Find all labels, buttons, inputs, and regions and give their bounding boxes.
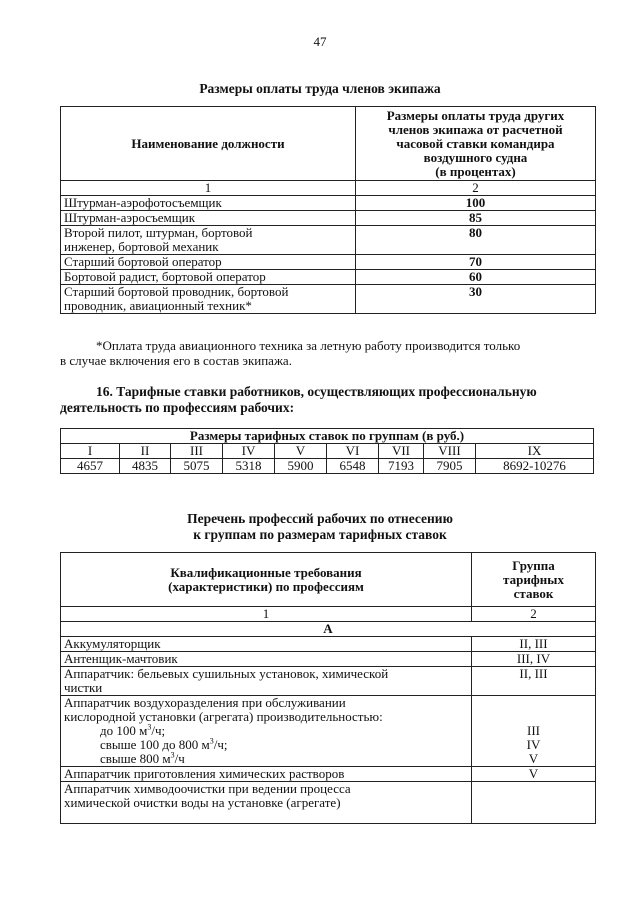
table-row: Аппаратчик: бельевых сушильных установок, химической чистки II, III [61,667,596,696]
tariff-rates-table [60,428,594,474]
tariff-group-header: Группа тарифных ставок [472,553,596,607]
tariff-table-header: Размеры тарифных ставок по группам (в руб.) [61,429,594,444]
table-row: Аппаратчик приготовления химических растворов V [61,767,596,782]
table-row: Старший бортовой оператор 70 [61,255,596,270]
table-row: Аппаратчик химводоочистки при ведении процесса химической очистки воды на установке (агрегате) [61,782,596,824]
rates-row: 4657 4835 5075 5318 5900 6548 7193 7905 8692-10276 [61,459,594,474]
table-row: Аппаратчик воздухоразделения при обслуживании кислородной установки (агрегата) производительностью: до 100 $м^3/ч$; свыше 100 до 800 $м^3/ч$; свыше 800 $м^3/ч$ III IV V [61,696,596,767]
group-numbers-row: I II III IV V VI VII VIII IX [61,444,594,459]
letter-section: А [61,622,596,637]
professions-title: Перечень профессий рабочих по отнесению к группам по размерам тарифных ставок [187,511,453,542]
column-number: 1 [61,181,356,196]
column-number: 1 [61,607,472,622]
table-row: Бортовой радист, бортовой оператор 60 [61,270,596,285]
professions-table [60,552,596,824]
section-16-title: 16. Тарифные ставки работников, осуществляющих профессиональную деятельность по профессиям рабочих: [60,384,537,415]
table-row: Аккумуляторщик II, III [61,637,596,652]
column-number: 2 [356,181,596,196]
footnote: *Оплата труда авиационного техника за летную работу производится только в случае включения его в состав экипажа. [60,338,521,368]
position-header: Наименование должности [61,107,356,181]
page-number: 47 [313,34,327,49]
table-row: Штурман-аэрофотосъемщик 100 [61,196,596,211]
table-row: Антенщик-мачтовик III, IV [61,652,596,667]
table-row: Второй пилот, штурман, бортовой инженер, бортовой механик 80 [61,226,596,255]
crew-pay-table [60,106,596,314]
table-row: Штурман-аэросъемщик 85 [61,211,596,226]
requirements-header: Квалификационные требования (характеристики) по профессиям [61,553,472,607]
column-number: 2 [472,607,596,622]
pay-percent-header: Размеры оплаты труда других членов экипажа от расчетной часовой ставки командира воздушного судна (в процентах) [356,107,596,181]
table-row: Старший бортовой проводник, бортовой проводник, авиационный техник* 30 [61,285,596,314]
crew-pay-title: Размеры оплаты труда членов экипажа [199,81,441,96]
